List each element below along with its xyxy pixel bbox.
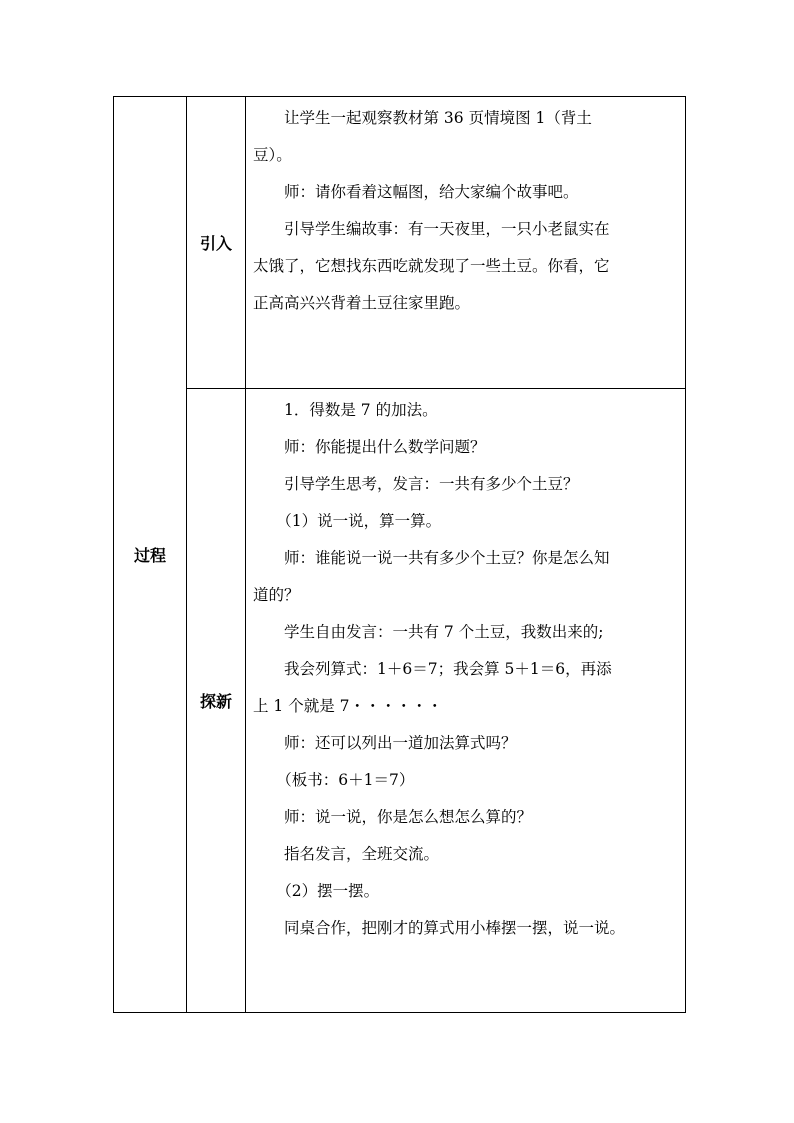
section-content-intro [246,97,686,389]
explore-line-11: （板书：6＋1＝7） [276,771,415,789]
intro-line-3: 师：请你看着这幅图，给大家编个故事吧。 [284,183,579,201]
explore-line-15: 同桌合作，把刚才的算式用小棒摆一摆，说一说。 [284,919,626,937]
explore-line-6: 道的？ [253,586,300,604]
explore-line-5: 师：谁能说一说一共有多少个土豆？你是怎么知 [284,549,610,567]
explore-line-4: （1）说一说，算一算。 [276,512,442,530]
intro-line-5: 太饿了，它想找东西吃就发现了一些土豆。你看，它 [253,257,610,275]
intro-line-6: 正高高兴兴背着土豆往家里跑。 [253,294,471,312]
explore-line-8: 我会列算式：1＋6＝7；我会算 5＋1＝6，再添 [284,660,612,678]
table-row-explore [114,389,686,1013]
explore-line-1: 1．得数是 7 的加法。 [284,401,438,419]
intro-line-2: 豆）。 [253,146,292,164]
section-label-explore: 探新 [187,389,246,1013]
explore-line-9: 上 1 个就是 7・・・・・・ [253,697,443,715]
process-label: 过程 [114,97,187,1013]
explore-line-3: 引导学生思考，发言：一共有多少个土豆？ [284,475,579,493]
table-row-intro [114,97,686,389]
lesson-plan-table [113,96,686,1013]
intro-line-1: 让学生一起观察教材第 36 页情境图 1（背土 [284,109,592,127]
section-label-intro: 引入 [187,97,246,389]
section-content-explore [246,389,686,1013]
intro-line-4: 引导学生编故事：有一天夜里，一只小老鼠实在 [284,220,610,238]
explore-line-7: 学生自由发言：一共有 7 个土豆，我数出来的; [284,623,604,641]
explore-line-12: 师：说一说，你是怎么想怎么算的？ [284,808,533,826]
explore-line-2: 师：你能提出什么数学问题？ [284,438,486,456]
explore-line-14: （2）摆一摆。 [276,882,380,900]
explore-line-13: 指名发言，全班交流。 [284,845,440,863]
explore-line-10: 师：还可以列出一道加法算式吗？ [284,734,517,752]
